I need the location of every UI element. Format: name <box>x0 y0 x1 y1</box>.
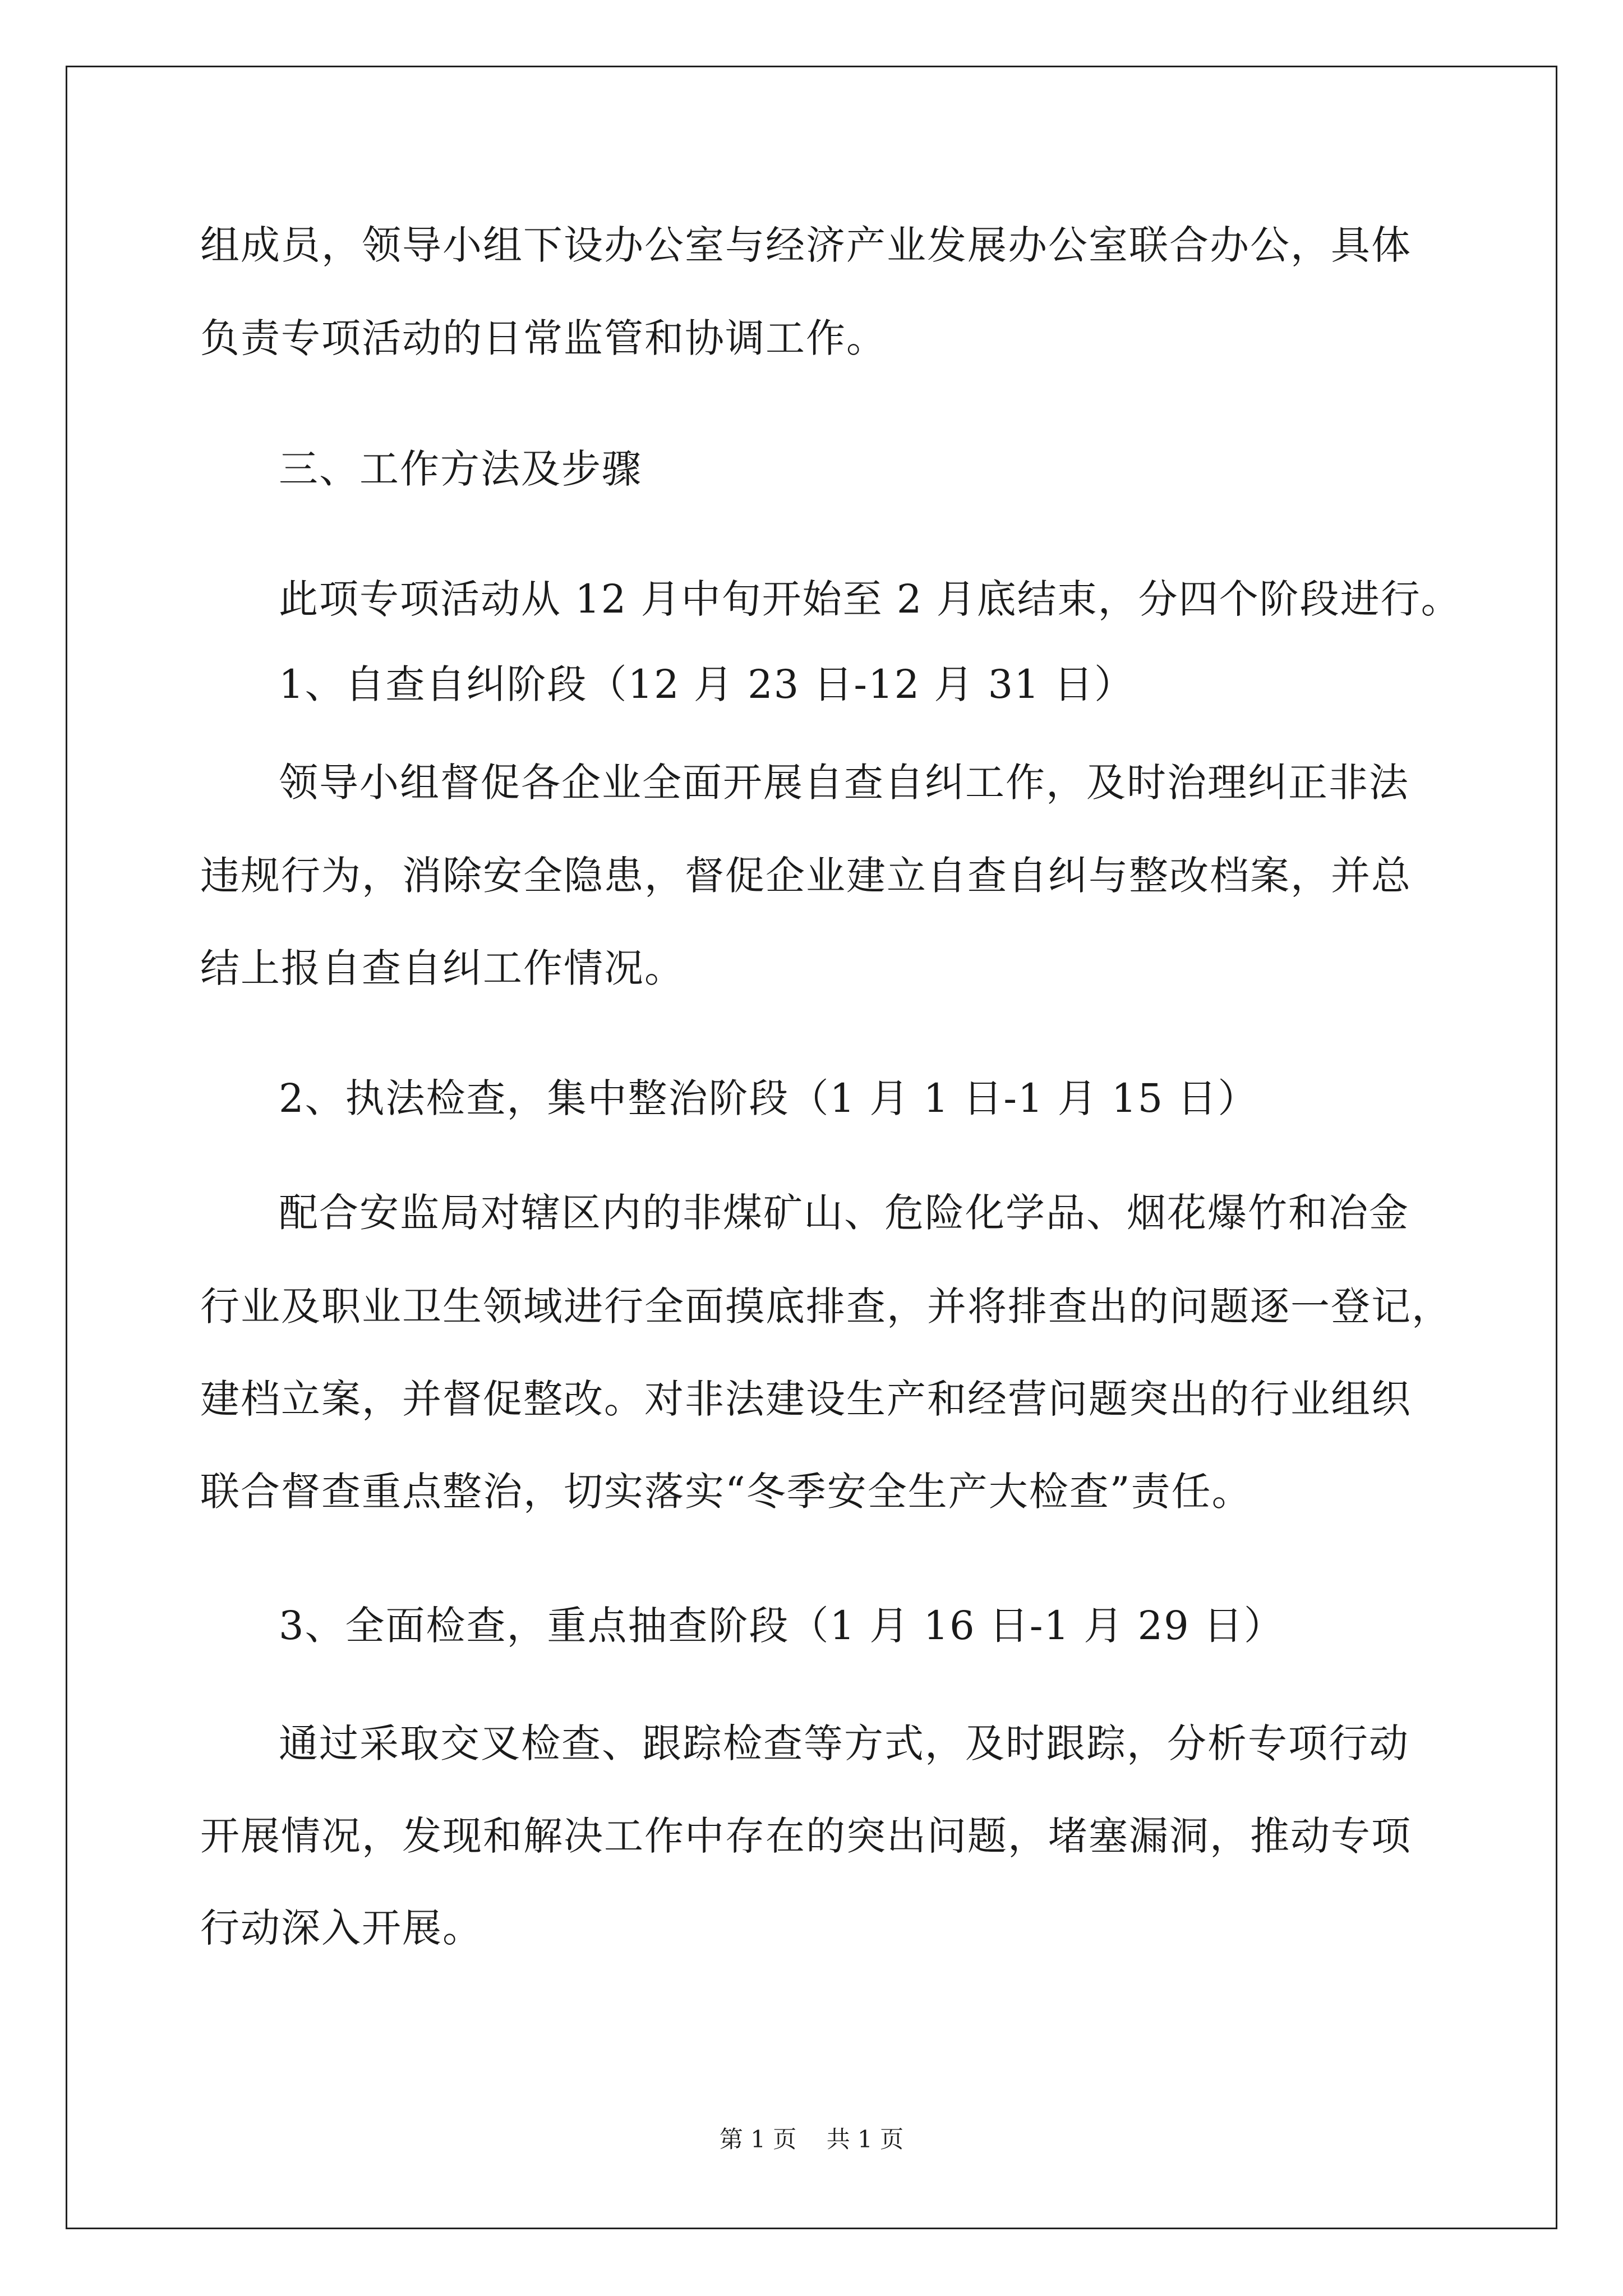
stage-heading-3: 3、全面检查，重点抽查阶段（1 月 16 日-1 月 29 日） <box>279 1603 1284 1649</box>
body-line-stage3-1: 通过采取交叉检查、跟踪检查等方式，及时跟踪，分析专项行动 <box>279 1720 1409 1766</box>
body-line-stage2-3: 建档立案，并督促整改。对非法建设生产和经营问题突出的行业组织 <box>200 1376 1412 1422</box>
body-line-stage3-2: 开展情况，发现和解决工作中存在的突出问题，堵塞漏洞，推动专项 <box>200 1813 1412 1859</box>
body-line-stage2-2: 行业及职业卫生领域进行全面摸底排查，并将排查出的问题逐一登记， <box>200 1283 1452 1329</box>
body-line-1: 组成员，领导小组下设办公室与经济产业发展办公室联合办公，具体 <box>200 222 1412 268</box>
section-heading: 三、工作方法及步骤 <box>279 446 642 492</box>
body-line-stage1-2: 违规行为，消除安全隐患，督促企业建立自查自纠与整改档案，并总 <box>200 853 1412 899</box>
body-line-stage2-4: 联合督查重点整治，切实落实“冬季安全生产大检查”责任。 <box>200 1469 1252 1515</box>
body-line-2: 负责专项活动的日常监管和协调工作。 <box>200 315 887 361</box>
stage-heading-2: 2、执法检查，集中整治阶段（1 月 1 日-1 月 15 日） <box>279 1075 1258 1121</box>
body-line-stage2-1: 配合安监局对辖区内的非煤矿山、危险化学品、烟花爆竹和冶金 <box>279 1190 1409 1236</box>
body-line-intro: 此项专项活动从 12 月中旬开始至 2 月底结束，分四个阶段进行。 <box>279 576 1461 622</box>
body-line-stage3-3: 行动深入开展。 <box>200 1905 483 1951</box>
stage-heading-1: 1、自查自纠阶段（12 月 23 日-12 月 31 日） <box>279 661 1135 707</box>
body-line-stage1-1: 领导小组督促各企业全面开展自查自纠工作，及时治理纠正非法 <box>279 760 1409 806</box>
page-number-footer: 第 1 页 共 1 页 <box>719 2125 904 2153</box>
body-line-stage1-3: 结上报自查自纠工作情况。 <box>200 945 685 991</box>
